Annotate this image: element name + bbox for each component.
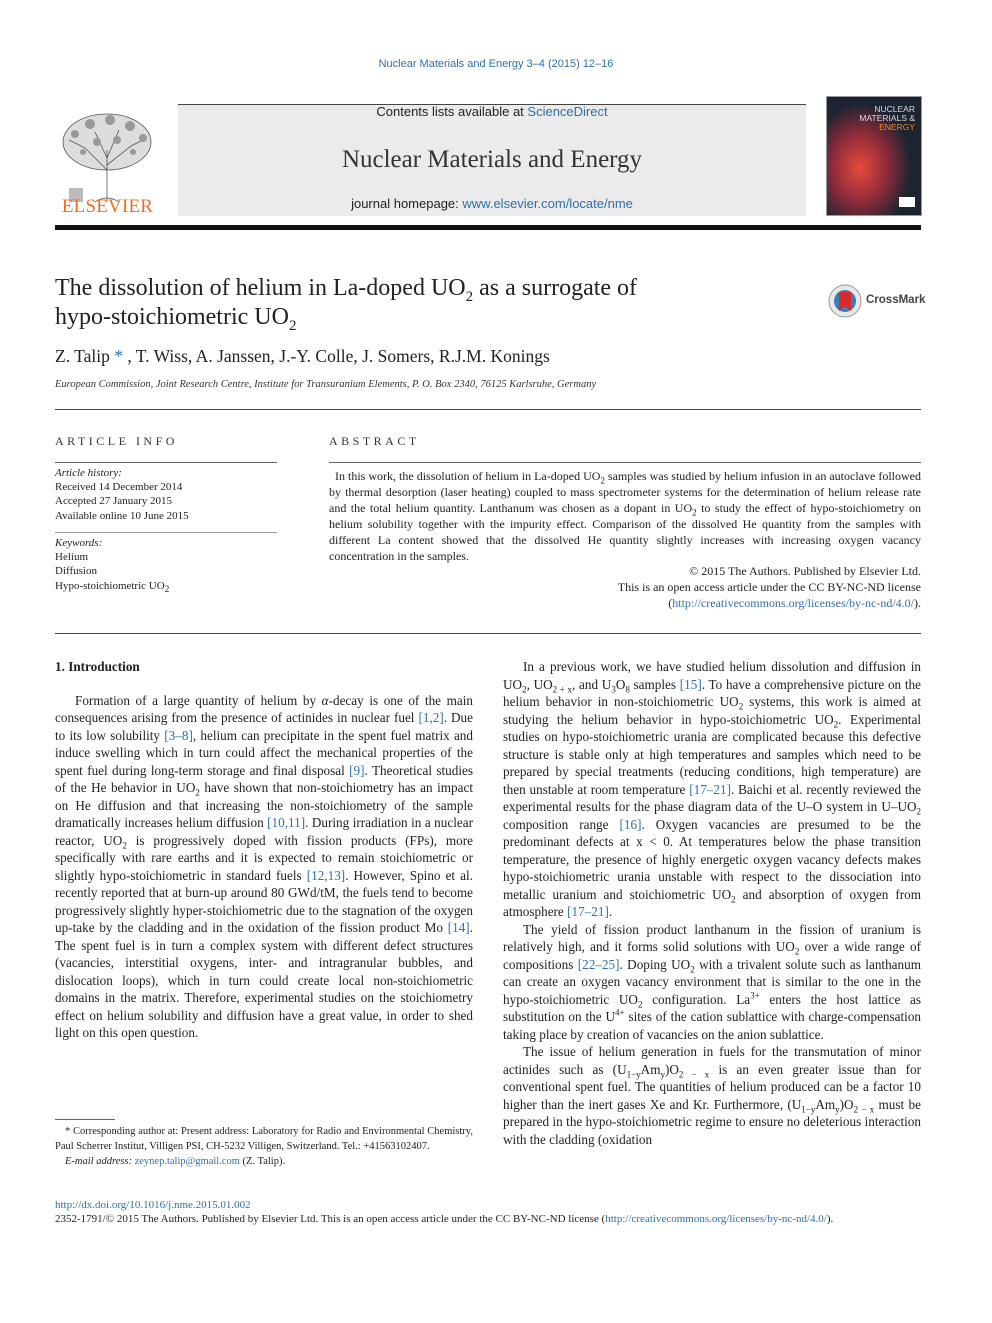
citation[interactable]: [9]: [349, 762, 365, 778]
citation[interactable]: [22–25]: [577, 956, 620, 972]
paragraph: The issue of helium generation in fuels for the transmutation of minor actinides such as $(U_{1-y}Am_y)O_{2 - x}$ is an even greater issue than for conventional spent fuel. The quantities of helium produced can be a factor 10 higher than the inert gases Xe and Kr. Furthermore, $(U_{1-y}Am_y)O_{2 - x}$ must be prepared in the hypo-stoichiometric regime to ensure no deleterious interaction with the cladding (oxidation: [503, 1044, 921, 1147]
corresponding-author[interactable]: Z. Talip: [55, 346, 110, 366]
section-title: 1. Introduction: [55, 659, 140, 674]
paragraph: Formation of a large quantity of helium by α-decay is one of the main consequences arising from the presence of actinides in nuclear fuel [1,2]. Due to its low solubility [3–8], helium can precipitate in the spent fuel matrix and induce swelling which in turn could affect the mechanical properties of the spent fuel during long-term storage and final disposal [9]. Theoretical studies of the He behavior in $UO_2$ have shown that non-stoichiometry has an impact on He diffusion and that increasing the non-stoichiometry of the sample dramatically increases helium diffusion [10,11]. During irradiation in a nuclear reactor, $UO_2$ is progressively doped with fission products (FPs), more specifically with rare earths and it is expected to remain stoichiometric or slightly hypo-stoichiometric in standard fuels [12,13]. However, Spino et al. recently reported that at burn-up around 80 GWd/tM, the fuels tend to become progressively slightly hyper-stoichiometric due to the stagnation of the oxygen up-take by the cladding and in the oxidation of the fission product Mo [14]. The spent fuel is in turn a complex system with different defect structures (vacancies, interstitial oxygens, inter- and intragranular bubbles, and dislocation loops), which in turn could create local non-stoichiometric domains in the matrix. Therefore, experimental studies on the stoichiometry effect on helium solubility and diffusion have a great value, in order to shed light on this open question.: [55, 692, 473, 1040]
footnote: * Corresponding author at: Present address: Laboratory for Radio and Environmental Chemistry, Paul Scherrer Institut, Villigen PSI, CH-5232 Villigen, Switzerland. Tel.: +41563102407. E-mail address: zeynep.talip@gmail.com (Z. Talip).: [55, 1126, 473, 1167]
rule: [55, 532, 277, 533]
citation[interactable]: [14]: [447, 920, 470, 935]
abstract-copyright: © 2015 The Authors. Published by Elsevier Ltd. This is an open access article under the CC BY-NC-ND license (http://creativecommons.org/licenses/by-nc-nd/4.0/).: [617, 564, 921, 610]
rule: [55, 633, 921, 634]
email-link[interactable]: zeynep.talip@gmail.com: [134, 1156, 240, 1167]
body-right-column: [503, 658, 921, 1148]
sciencedirect-link[interactable]: ScienceDirect: [527, 104, 608, 119]
keywords-label: Keywords:: [55, 537, 103, 549]
article-info-heading: ARTICLE INFO: [55, 434, 178, 448]
citation[interactable]: [3–8]: [164, 727, 193, 743]
history-label: Article history:: [55, 467, 122, 479]
contents-prefix: Contents lists available at: [376, 104, 528, 119]
header-rule: [55, 225, 921, 230]
keywords: [55, 536, 277, 593]
journal-title: Nuclear Materials and Energy: [341, 146, 643, 173]
rule: [329, 462, 921, 463]
homepage-line: [178, 196, 806, 211]
cover-title: NUCLEAR MATERIALS & ENERGY: [859, 104, 915, 132]
elsevier-wordmark: ELSEVIER: [61, 196, 154, 217]
keyword: Hypo-stoichiometric $UO_2$: [55, 579, 170, 594]
homepage-prefix: journal homepage:: [351, 196, 463, 211]
affiliation: European Commission, Joint Research Centre, Institute for Transuranium Elements, P. O. Box 2340, 76125 Karlsruhe, Germany: [55, 379, 597, 390]
body-left-column: [55, 658, 473, 1042]
corresponding-star[interactable]: *: [109, 346, 123, 366]
received-date: Received 14 December 2014: [55, 481, 183, 494]
paragraph: The yield of fission product lanthanum in the fission of uranium is relatively high, and it forms solid solutions with $UO_2$ over a wide range of compositions [22–25]. Doping $UO_2$ with a trivalent solute such as lanthanum can create an oxygen vacancy environment that is similar to the one in the hypo-stoichiometric $UO_2$ configuration. $La^{3+}$ enters the host lattice as substitution on the $U^{4+}$ sites of the cation sublattice with charge-compensation taking place by creation of vacancies on the anion sublattice.: [503, 921, 922, 1042]
citation[interactable]: [1,2]: [418, 710, 444, 725]
crossmark-label: CrossMark: [866, 294, 926, 306]
keyword: Helium: [55, 551, 88, 564]
abstract-body: In this work, the dissolution of helium in La-doped $UO_2$ samples was studied by helium infusion in an autoclave followed by thermal desorption (laser heating) coupled to mass spectrometer systems for the determination of helium release rate and the total helium quantity. Lanthanum was chosen as a dopant in $UO_2$ to study the effect of hypo-stoichiometry on helium solubility together with the impurity effect. Comparison of the dissolved He quantity from the samples with different La content showed that the dissolved He quantity slightly increases with increasing oxygen vacancy concentration in the samples.: [329, 469, 921, 563]
accepted-date: Accepted 27 January 2015: [55, 495, 172, 508]
footnote-rule: [55, 1119, 115, 1120]
article-history: [55, 466, 277, 523]
citation[interactable]: [10,11]: [267, 815, 306, 830]
author-list: [55, 346, 855, 367]
crossmark-icon: [827, 283, 863, 319]
other-authors: , T. Wiss, A. Janssen, J.-Y. Colle, J. Somers, R.J.M. Konings: [122, 346, 550, 366]
rule: [55, 462, 277, 463]
contents-line: [178, 104, 806, 119]
citation[interactable]: [15]: [679, 676, 702, 692]
keyword: Diffusion: [55, 565, 97, 578]
issn-license-line: 2352-1791/© 2015 The Authors. Published by Elsevier Ltd. This is an open access article under the CC BY-NC-ND license (http://creativecommons.org/licenses/by-nc-nd/4.0/).: [55, 1213, 834, 1225]
online-date: Available online 10 June 2015: [55, 509, 189, 522]
journal-cover[interactable]: [826, 96, 922, 216]
license-link[interactable]: http://creativecommons.org/licenses/by-nc-nd/4.0/: [605, 1213, 827, 1225]
crossmark-badge[interactable]: [827, 283, 927, 319]
license-link[interactable]: http://creativecommons.org/licenses/by-nc-nd/4.0/: [672, 596, 914, 610]
journal-citation[interactable]: Nuclear Materials and Energy 3–4 (2015) 12–16: [378, 58, 614, 70]
article-title: The dissolution of helium in La-doped $UO_2$ as a surrogate of hypo-stoichiometric $UO_2$: [55, 275, 638, 334]
doi-link[interactable]: http://dx.doi.org/10.1016/j.nme.2015.01.002: [55, 1199, 251, 1211]
paragraph: In a previous work, we have studied helium dissolution and diffusion in $UO_2$, $UO_{2 + x}$, and $U_3O_8$ samples [15]. To have a comprehensive picture on the helium behavior in non-stoichiometric $UO_2$ systems, this work is aimed at studying the helium behavior in hypo-stoichiometric $UO_2$. Experimental studies on hypo-stoichiometric urania are complicated because this defective structure is stable only at high temperatures and samples which need to be prepared by special treatments (reducing conditions, high temperature) are then unstable at room temperature [17–21]. Baichi et al. recently reviewed the experimental results for the phase diagram data of the U–O system in $U-UO_2$ composition range [16]. Oxygen vacancies are presumed to be the predominant defects at x < 0. At temperatures below the phase transition temperature, the presence of highly energetic oxygen vacancy defects makes hypo-stoichiometric urania unstable with respect to the dissociation into metallic uranium and stoichiometric $UO_2$ and absorption of oxygen from atmosphere [17–21].: [503, 659, 921, 919]
homepage-link[interactable]: www.elsevier.com/locate/nme: [462, 196, 633, 211]
citation[interactable]: [17–21]: [689, 781, 731, 797]
rule: [55, 409, 921, 410]
citation[interactable]: [12,13]: [306, 867, 346, 883]
citation[interactable]: [17–21]: [567, 904, 609, 919]
citation[interactable]: [16]: [619, 816, 642, 832]
abstract-heading: ABSTRACT: [329, 434, 420, 448]
